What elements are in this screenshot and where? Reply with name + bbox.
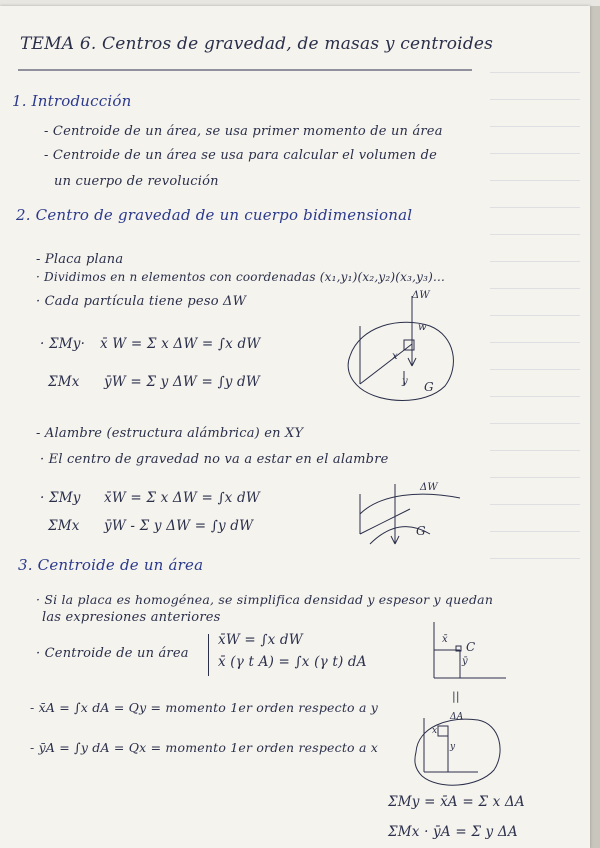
s2-wire-note: · El centro de gravedad no va a estar en el alambre bbox=[40, 452, 389, 467]
fig1-G: G bbox=[424, 380, 434, 394]
eq-b: x̄ (γ t A) = ∫x (γ t) dA bbox=[218, 654, 367, 670]
section-2-heading: 2. Centro de gravedad de un cuerpo bidimensional bbox=[16, 206, 413, 224]
plate-figure bbox=[340, 296, 470, 416]
fig4-dA: ΔA bbox=[450, 712, 464, 722]
fig1-dW: ΔW bbox=[412, 290, 430, 301]
eq-qx: - ȳA = ∫y dA = Qx = momento 1er orden respecto a x bbox=[30, 740, 379, 755]
eq2-my: x̄W = Σ x ΔW = ∫x dW bbox=[104, 490, 260, 506]
wire-figure bbox=[350, 484, 470, 564]
fig4-y: y bbox=[450, 742, 456, 752]
sum-my: ΣMy = x̄A = Σ x ΔA bbox=[388, 794, 525, 810]
area-element-figure bbox=[408, 712, 508, 792]
fig1-w: w bbox=[418, 322, 427, 333]
equation-bracket bbox=[208, 634, 209, 676]
title-underline bbox=[0, 68, 590, 78]
eq2-mx-label: ΣMx bbox=[48, 518, 80, 534]
eq2-mx: ȳW - Σ y ΔW = ∫y dW bbox=[104, 518, 254, 534]
section-3-heading: 3. Centroide de un área bbox=[18, 556, 204, 574]
s3-note-1-cont: las expresiones anteriores bbox=[42, 610, 221, 625]
fig1-y: y bbox=[402, 376, 408, 387]
fig4-x: x bbox=[432, 726, 438, 736]
eq-my: x̄ W = Σ x ΔW = ∫x dW bbox=[100, 336, 261, 352]
s1-bullet-2-cont: un cuerpo de revolución bbox=[54, 174, 219, 189]
s2-plate: - Placa plana bbox=[36, 252, 124, 267]
bleed-through-writing bbox=[490, 46, 580, 566]
fig3-xbar: x̄ bbox=[442, 634, 448, 645]
eq-a: x̄W = ∫x dW bbox=[218, 632, 303, 648]
s1-bullet-1: - Centroide de un área, se usa primer momento de un área bbox=[44, 124, 443, 139]
notebook-page bbox=[0, 6, 590, 848]
fig3-ybar: ȳ bbox=[462, 656, 468, 667]
fig2-dW: ΔW bbox=[420, 482, 438, 493]
eq-my-label: · ΣMy· bbox=[40, 336, 86, 352]
section-1-heading: 1. Introducción bbox=[12, 92, 132, 110]
s1-bullet-2: - Centroide de un área se usa para calcular el volumen de bbox=[44, 148, 437, 163]
s3-centroid-label: · Centroide de un área bbox=[36, 646, 189, 661]
fig1-x: x bbox=[392, 351, 398, 362]
s3-note-1: · Si la placa es homogénea, se simplifica densidad y espesor y quedan bbox=[36, 592, 494, 607]
s2-wire: - Alambre (estructura alámbrica) en XY bbox=[36, 426, 304, 441]
fig2-G: G bbox=[416, 524, 426, 538]
fig3-C: C bbox=[466, 640, 476, 654]
s2-divide: · Dividimos en n elementos con coordenadas (x₁,y₁)(x₂,y₂)(x₃,y₃)... bbox=[36, 270, 446, 284]
sum-mx: ΣMx · ȳA = Σ y ΔA bbox=[388, 824, 518, 840]
s2-weight: · Cada partícula tiene peso ΔW bbox=[36, 294, 247, 309]
eq-mx: ȳW = Σ y ΔW = ∫y dW bbox=[104, 374, 260, 390]
page-title: TEMA 6. Centros de gravedad, de masas y centroides bbox=[20, 34, 494, 54]
eq2-my-label: · ΣMy bbox=[40, 490, 81, 506]
eq-mx-label: ΣMx bbox=[48, 374, 80, 390]
fig3-equals: || bbox=[452, 690, 460, 703]
eq-qy: - x̄A = ∫x dA = Qy = momento 1er orden respecto a y bbox=[30, 700, 379, 715]
